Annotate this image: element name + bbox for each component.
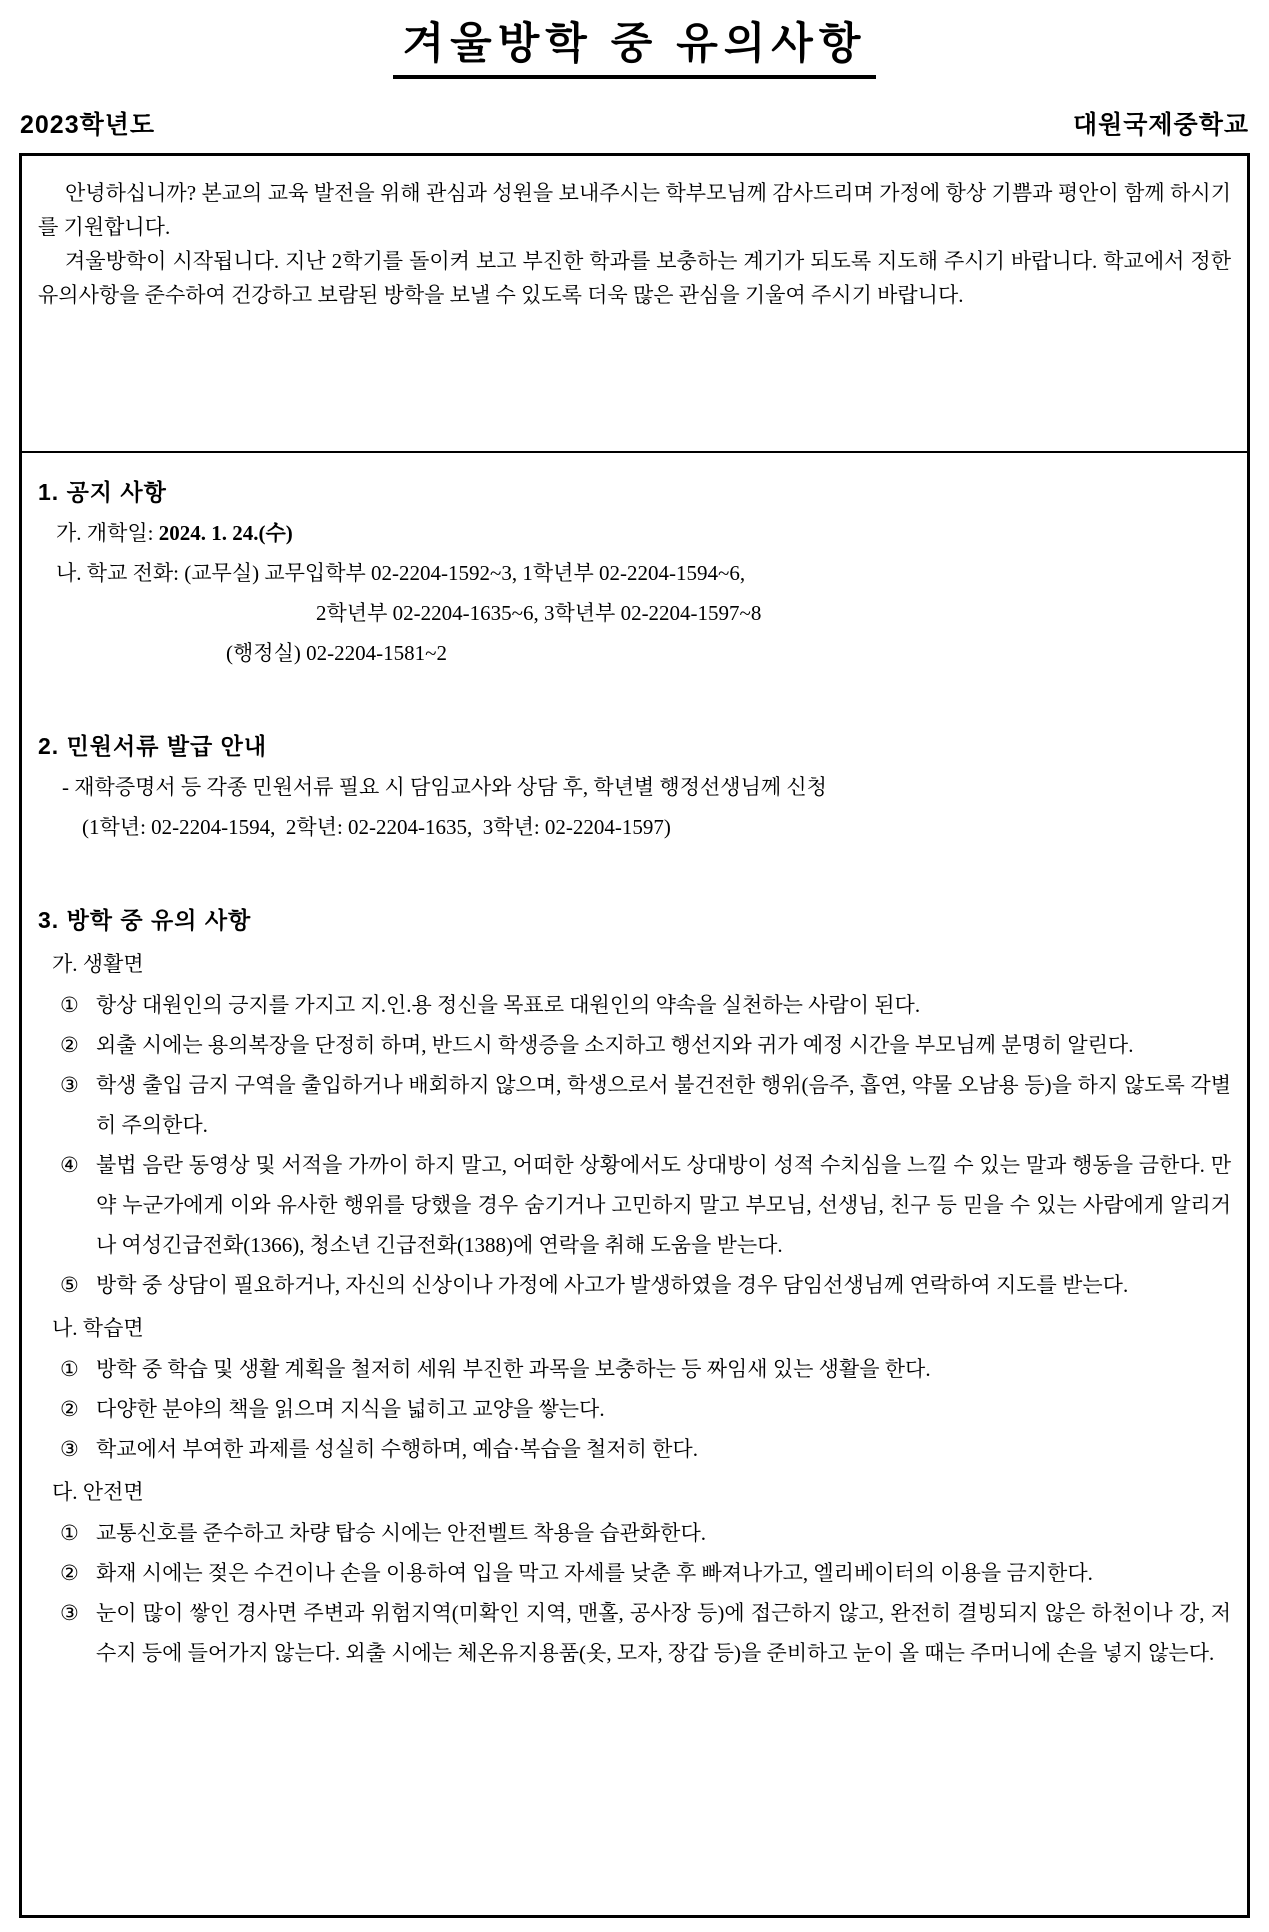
section-1-heading: 1. 공지 사항 bbox=[38, 479, 167, 505]
section-documents bbox=[38, 725, 1231, 847]
grade-phone-line: (1학년: 02-2204-1594, 2학년: 02-2204-1635, 3학년: 02-2204-1597) bbox=[82, 815, 671, 839]
opening-date-value: 2024. 1. 24.(수) bbox=[158, 521, 293, 545]
item-marker: ③ bbox=[60, 1601, 79, 1625]
item-marker: ③ bbox=[60, 1437, 79, 1461]
list-item bbox=[38, 985, 1231, 1025]
list-item bbox=[38, 1429, 1231, 1469]
list-item bbox=[38, 1513, 1231, 1553]
list-item bbox=[38, 1145, 1231, 1265]
subsection-study bbox=[38, 1307, 1231, 1469]
item-text: 화재 시에는 젖은 수건이나 손을 이용하여 입을 막고 자세를 낮춘 후 빠져나가고, 엘리베이터의 이용을 금지한다. bbox=[96, 1561, 1093, 1585]
item-text: 불법 음란 동영상 및 서적을 가까이 하지 말고, 어떠한 상황에서도 상대방이 성적 수치심을 느낄 수 있는 말과 행동을 금한다. 만약 누군가에게 이와 유사한 행위를 당했을 경우 숨기거나 고민하지 말고 부모님, 선생님, 친구 등 믿을 수 있는 사람에게 알리거나 여성긴급전화(1366), 청소년 긴급전화(1388)에 연락을 취해 도움을 받는다. bbox=[96, 1153, 1231, 1257]
item-marker: ① bbox=[60, 1521, 79, 1545]
school-phone-line-1: 나. 학교 전화: (교무실) 교무입학부 02-2204-1592~3, 1학년부 02-2204-1594~6, bbox=[56, 561, 746, 585]
notice-box bbox=[19, 153, 1250, 1918]
item-text: 교통신호를 준수하고 차량 탑승 시에는 안전벨트 착용을 습관화한다. bbox=[96, 1521, 707, 1545]
subsection-daily-life-title: 가. 생활면 bbox=[52, 952, 144, 976]
opening-date-label: 가. 개학일: bbox=[56, 521, 159, 545]
header-row bbox=[20, 105, 1249, 141]
opening-date-line bbox=[38, 513, 1231, 553]
subsection-safety-title: 다. 안전면 bbox=[52, 1480, 144, 1504]
school-phone-line-3: (행정실) 02-2204-1581~2 bbox=[226, 641, 447, 665]
item-marker: ② bbox=[60, 1033, 79, 1057]
item-marker: ① bbox=[60, 993, 79, 1017]
item-text: 다양한 분야의 책을 읽으며 지식을 넓히고 교양을 쌓는다. bbox=[96, 1397, 605, 1421]
item-text: 방학 중 학습 및 생활 계획을 철저히 세워 부진한 과목을 보충하는 등 짜임새 있는 생활을 한다. bbox=[96, 1357, 931, 1381]
list-item bbox=[38, 1553, 1231, 1593]
list-item bbox=[38, 1265, 1231, 1305]
subsection-study-title: 나. 학습면 bbox=[52, 1316, 144, 1340]
item-text: 눈이 많이 쌓인 경사면 주변과 위험지역(미확인 지역, 맨홀, 공사장 등)에 접근하지 않고, 완전히 결빙되지 않은 하천이나 강, 저수지 등에 들어가지 않는다. 외출 시에는 체온유지용품(옷, 모자, 장갑 등)을 준비하고 눈이 올 때는 주머니에 손을 넣지 않는다. bbox=[96, 1601, 1231, 1665]
document-request-line: - 재학증명서 등 각종 민원서류 필요 시 담임교사와 상담 후, 학년별 행정선생님께 신청 bbox=[62, 775, 827, 799]
section-3-heading: 3. 방학 중 유의 사항 bbox=[38, 907, 252, 933]
item-text: 방학 중 상담이 필요하거나, 자신의 신상이나 가정에 사고가 발생하였을 경우 담임선생님께 연락하여 지도를 받는다. bbox=[96, 1273, 1129, 1297]
sections-area bbox=[22, 451, 1247, 1715]
intro-paragraph-2: 겨울방학이 시작됩니다. 지난 2학기를 돌이켜 보고 부진한 학과를 보충하는 계기가 되도록 지도해 주시기 바랍니다. 학교에서 정한 유의사항을 준수하여 건강하고 보람된 방학을 보낼 수 있도록 더욱 많은 관심을 기울여 주시기 바랍니다. bbox=[38, 249, 1231, 307]
doc-title: 겨울방학 중 유의사항 bbox=[393, 10, 877, 79]
list-item bbox=[38, 1349, 1231, 1389]
item-text: 항상 대원인의 긍지를 가지고 지.인.용 정신을 목표로 대원인의 약속을 실천하는 사람이 된다. bbox=[96, 993, 921, 1017]
item-text: 외출 시에는 용의복장을 단정히 하며, 반드시 학생증을 소지하고 행선지와 귀가 예정 시간을 부모님께 분명히 알린다. bbox=[96, 1033, 1134, 1057]
item-marker: ③ bbox=[60, 1073, 79, 1097]
section-vacation-guidelines bbox=[38, 899, 1231, 1673]
item-text: 학교에서 부여한 과제를 성실히 수행하며, 예습·복습을 철저히 한다. bbox=[96, 1437, 698, 1461]
intro-paragraph-1: 안녕하십니까? 본교의 교육 발전을 위해 관심과 성원을 보내주시는 학부모님께 감사드리며 가정에 항상 기쁨과 평안이 함께 하시기를 기원합니다. bbox=[38, 181, 1231, 239]
list-item bbox=[38, 1593, 1231, 1673]
school-phone-line-2: 2학년부 02-2204-1635~6, 3학년부 02-2204-1597~8 bbox=[316, 601, 762, 625]
item-marker: ② bbox=[60, 1397, 79, 1421]
list-item bbox=[38, 1389, 1231, 1429]
subsection-daily-life bbox=[38, 943, 1231, 1305]
subsection-safety bbox=[38, 1471, 1231, 1673]
item-marker: ⑤ bbox=[60, 1273, 79, 1297]
school-name: 대원국제중학교 bbox=[1072, 111, 1249, 139]
item-text: 학생 출입 금지 구역을 출입하거나 배회하지 않으며, 학생으로서 불건전한 행위(음주, 흡연, 약물 오남용 등)을 하지 않도록 각별히 주의한다. bbox=[96, 1073, 1231, 1137]
title-block bbox=[19, 10, 1250, 79]
item-marker: ① bbox=[60, 1357, 79, 1381]
school-year: 2023학년도 bbox=[20, 111, 156, 139]
section-2-heading: 2. 민원서류 발급 안내 bbox=[38, 733, 268, 759]
list-item bbox=[38, 1025, 1231, 1065]
intro-section bbox=[22, 156, 1247, 451]
item-marker: ② bbox=[60, 1561, 79, 1585]
item-marker: ④ bbox=[60, 1153, 79, 1177]
list-item bbox=[38, 1065, 1231, 1145]
section-notice bbox=[38, 471, 1231, 673]
